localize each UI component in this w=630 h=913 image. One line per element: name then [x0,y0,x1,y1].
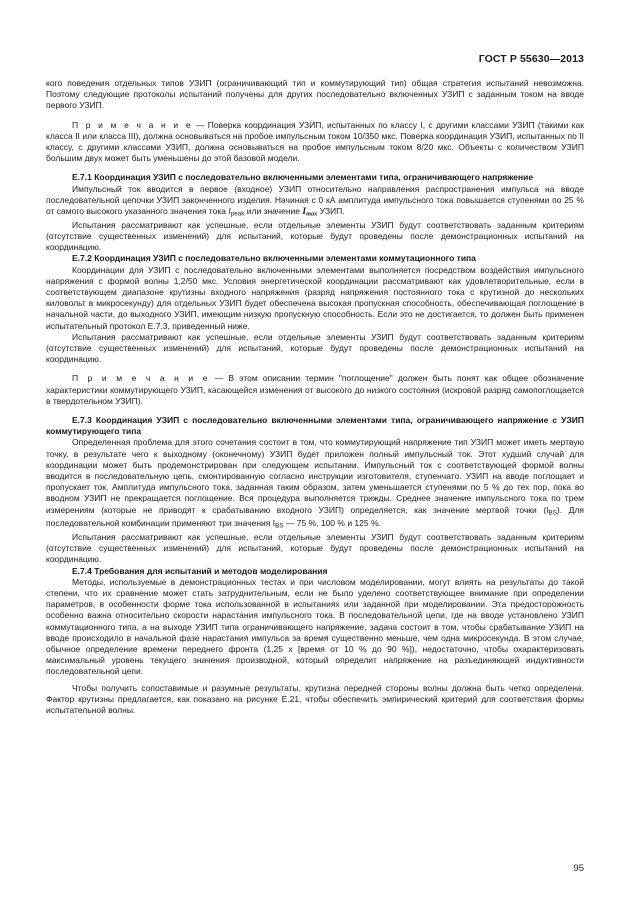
document-header: ГОСТ Р 55630—2013 [478,53,584,65]
note-label: П р и м е ч а н и е [72,373,210,384]
page-number: 95 [573,863,584,874]
note-2 [46,373,584,407]
symbol-letter: I [302,207,307,218]
section-e71-paragraph-2: Испытания рассматривают как успешные, если отдельные элементы УЗИП будут соответствовать заданным критериям (отсутствие существенных изменений) для испытаний, которые будут проведены после демонстрационных испытаний на координацию. [46,219,584,253]
section-e74-title: Е.7.4 Требования для испытаний и методов моделирования [72,565,328,576]
section-e71-paragraph-1 [46,184,584,220]
text-run: Импульсный ток вводится в первое (входное) УЗИП относительно направления распространения импульса на вводе последовательной цепочки УЗИП законченного изделия. Начиная с 0 кА амплитуда импульсного тока повышается ступенями по 25 % от самого высокого указанного значения тока [46,183,584,217]
symbol-subscript: max [306,210,318,218]
section-e72-paragraph-2: Испытания рассматривают как успешные, если отдельные элементы УЗИП будут соответствовать заданным критериям (отсутствие существенных изменений) для испытаний, которые будут проведены после демонстрационных испытаний на координацию. [46,331,584,365]
note-1 [46,120,584,165]
section-e74-paragraph-1: Методы, используемые в демонстрационных тестах и при числовом моделировании, могут влиять на результаты до такой степени, что их сравнение может стать затруднительным, если не было уделено соответствующее внимание при определении параметров, в особенности форме тока использованной в испытаниях или заданной при моделировании. Эта предосторожность особенно важна относительно скорости нарастания импульсного тока. В последовательной цепи, где на вводе установлено УЗИП коммутационного типа, а на выходе УЗИП типа ограничивающего напряжение, задача состоит в том, чтобы срабатывание УЗИП на вводе происходило в начальной фазе нарастания импульса за время существенно меньше, чем одна микросекунда. В этом случае, обычное определение времени переднего фронта (1,25 х [время от 10 % до 90 %]), недостаточно, чтобы охарактеризовать максимальный уровень текущего значения производной, который определит напряжение на разъединяющей индуктивности последовательной цепи. [46,576,584,677]
text-run: Определенная проблема для этого сочетания состоит в том, что коммутирующий напряжение тип УЗИП может иметь мертвую точку, в результате чего к выходному (оконечному) УЗИП будет приложен полный импульсный ток. Этот худший случай для координации может быть продемонстрирован при следующем испытании. Импульсный ток с соответствующей формой волны вводится в последовательную цепь, смонтированную согласно инструкции изготовителя, ступенчато. УЗИП на вводе поглощает и пропускает ток. Амплитуда импульсного тока, заданная таким образом, затем уменьшается ступенями по 5 % до тех пор, пока во вводном УЗИП не прекращается поглощение. Вся процедура выполняется трижды. Среднее значение импульсного тока по трем измерениям (которые не приводят к срабатыванию входного УЗИП) определяется, как значение мертвой точки (I [46,437,584,515]
section-e72-title: Е.7.2 Координация УЗИП с последовательно включенными элементами коммутационного типа [72,253,476,264]
text-run: ). Для последовательной комбинации применяют три значения I [46,504,585,529]
i-max-symbol [302,207,317,217]
section-e74-paragraph-2: Чтобы получить сопоставимые и разумные результаты, крутизна передней стороны волны должна быть четко определена. Фактор крутизны предлагается, как показано на рисунке Е.21, чтобы обеспечить эмпирический критерий для соответствия формы испытательной волны. [46,682,584,716]
section-e72-paragraph-1: Координации для УЗИП с последовательно включенными элементами выполняется посредством воздействия импульсного напряжения с формой волны 1,2/50 мкс. Условия энергетической координации рассматривают как удовлетворительные, если в соответствующем диапазоне крутизны входного напряжения (разряд напряжения постоянного тока с крутизной до нескольких киловольт в микросекунду) для отдельных УЗИП будет обеспечена высокая пропускная способность, обеспечивающая поглощение в начальной части, до выходного УЗИП, имеющим низкую пропускную способность. Если это не достигается, то должен быть применен испытательный протокол Е.7.3, приведенный ниже. [46,264,584,331]
note-text: — В этом описании термин "поглощение" должен быть понят как общее обозначение характеристики коммутирующего УЗИП, касающейся изменения от высокого до низкого состояния (искровой разряд самопоглощается в твердотельном УЗИП). [46,373,584,406]
symbol-subscript: BS [275,522,284,530]
text-run: УЗИП. [317,206,345,217]
text-run: или значение [244,206,303,217]
section-e73-paragraph-1 [46,437,584,532]
note-label: П р и м е ч а н и е [72,119,193,130]
symbol-letter: I [228,206,231,217]
document-body [46,78,584,716]
note-text: — Поверка координация УЗИП, испытанных по классу I, с другими классами УЗИП (такими как класса II или класса III), должна основываться на пробое импульсным током 10/350 мкс. Поверка координация УЗИП, испытанных по II классу, с другими классами УЗИП, должна основываться на пробое импульсным током 8/20 мкс. Объекты с количеством УЗИП большим двух может быть уменьшены до этой базовой модели. [46,119,584,164]
symbol-subscript: BS [548,509,557,517]
section-e73-paragraph-2: Испытания рассматривают как успешные, если отдельные элементы УЗИП будут соответствовать заданным критериям (отсутствие существенных изменений) для испытаний, которые будут проведены после демонстрационных испытаний на координацию. [46,532,584,565]
text-run: — 75 %, 100 % и 125 %. [283,518,381,529]
paragraph-intro: кого поведения отдельных типов УЗИП (ограничивающий тип и коммутирующий тип) общая стратегия испытаний невозможна. Поэтому следующие протоколы испытаний получены для других последовательно включенных УЗИП с заданным током на вводе первого УЗИП. [46,78,584,111]
section-e71-title: Е.7.1 Координация УЗИП с последовательно включенными элементами типа, ограничивающего напряжение [72,172,534,183]
symbol-subscript: peak [230,210,245,218]
section-e73-title: Е.7.3 Координация УЗИП с последовательно включенными элементами типа, ограничивающего напряжение с УЗИП коммутирующего типа [46,414,584,437]
